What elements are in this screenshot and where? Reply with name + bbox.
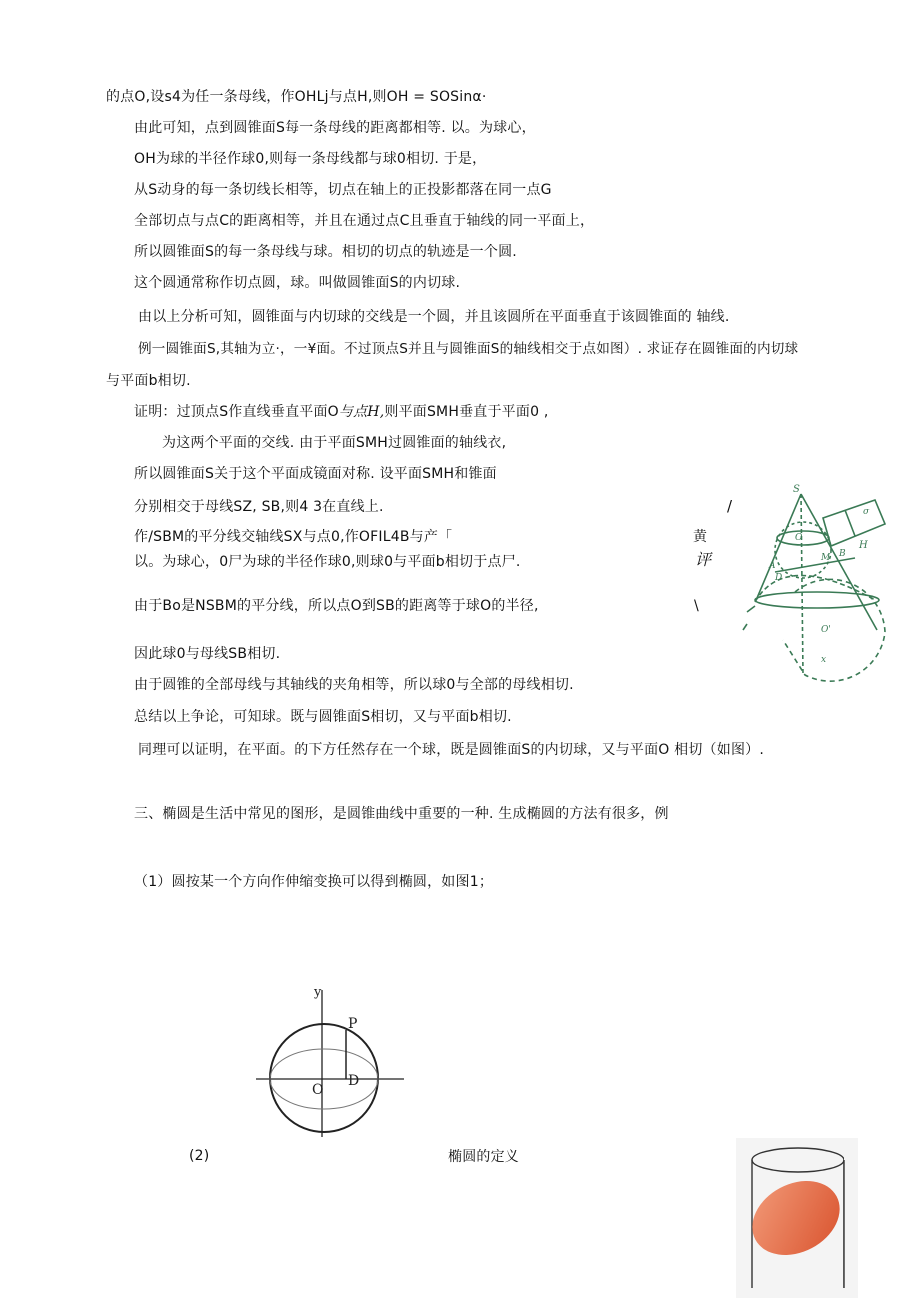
proof-line [134,403,548,421]
fig1-label-y: y [314,985,322,1000]
proof-text: 证明：过顶点S作直线垂直平面O [134,404,339,420]
cone-label-x: x [821,655,827,665]
cone-label-m: M [821,553,831,563]
text-line-3: OH为球的半径作球0,则每一条母线都与球0相切. 于是， [134,151,487,167]
text-line-12: 为这两个平面的交线. 由于平面SMH过圆锥面的轴线衣, [162,435,507,451]
circle-ellipse-figure [254,982,406,1142]
text-line-23: （1）圆按某一个方向作伸缩变换可以得到椭圆，如图1； [134,874,494,890]
text-line-1: 的点O,设s4为任一条母线，作OHLj与点H,则OH = SOSinα· [106,89,487,105]
proof-text-2: 则平面SMH垂直于平面0 , [384,404,549,420]
scribble-slash: / [727,497,733,515]
cone-label-b: B [839,549,846,559]
cone-label-o-prime: O' [821,625,831,635]
fig1-label-o: O [312,1082,324,1098]
text-line-6: 所以圆锥面S的每一条母线与球。相切的切点的轨迹是一个圆. [134,244,517,260]
cone-label-sigma: σ [863,507,870,517]
text-line-18: 因此球0与母线SB相切. [134,646,281,662]
text-line-2: 由此可知，点到圆锥面S每一条母线的距离都相等. 以。为球心， [134,120,536,136]
scribble-ping: 评 [695,550,712,569]
proof-handwritten: 与点H, [338,404,385,420]
cone-label-a: A [769,561,776,571]
text-line-20: 总结以上争论，可知球。既与圆锥面S相切，又与平面b相切. [134,709,512,725]
cone-label-h: H [859,540,868,551]
text-line-21: 同理可以证明，在平面。的下方任然存在一个球，既是圆锥面S的内切球，又与平面O 相切（如图）. [138,742,765,758]
text-line-5: 全部切点与点C的距离相等，并且在通过点C且垂直于轴线的同一平面上， [134,213,595,229]
text-line-17: 由于Bo是NSBM的平分线，所以点O到SB的距离等于球O的半径, [134,598,539,614]
text-line-15: 作/SBM的平分线交轴线SX与点0,作OFIL4B与产「 [134,529,453,545]
item-2-number: (2) [189,1148,210,1164]
text-line-16: 以。为球心，0尸为球的半径作球0,则球0与平面b相切于点尸. [134,554,521,570]
ellipse-definition-heading: 椭圆的定义 [448,1149,519,1165]
fig1-label-d: D [348,1073,360,1089]
cone-sphere-figure [735,480,895,685]
text-line-8: 由以上分析可知，圆锥面与内切球的交线是一个圆，并且该圆所在平面垂直于该圆锥面的 轴线. [138,309,730,325]
cone-label-s: S [793,484,800,495]
fig1-label-p: P [348,1016,358,1032]
text-line-7: 这个圆通常称作切点圆，球。叫做圆锥面S的内切球. [134,275,461,291]
text-line-10: 与平面b相切. [106,373,191,389]
scribble-backslash: \ [694,598,699,614]
cylinder-ellipse-figure [736,1138,858,1298]
cone-label-o: O [795,533,803,543]
scribble-huang: 黄 [693,529,708,545]
text-line-9: 例一圆锥面S,其轴为立·，一¥面。不过顶点S并且与圆锥面S的轴线相交于点如图）. 求证存在圆锥面的内切球 [138,341,799,357]
text-line-13: 所以圆锥面S关于这个平面成镜面对称. 设平面SMH和锥面 [134,466,497,482]
section-three-heading: 三、椭圆是生活中常见的图形，是圆锥曲线中重要的一种. 生成椭圆的方法有很多，例 [134,806,669,822]
text-line-14: 分别相交于母线SZ, SB,则4 3在直线上. [134,499,384,515]
cone-label-d: D [775,573,783,583]
text-line-4: 从S动身的每一条切线长相等，切点在轴上的正投影都落在同一点G [134,182,552,198]
text-line-19: 由于圆锥的全部母线与其轴线的夹角相等，所以球0与全部的母线相切. [134,677,574,693]
